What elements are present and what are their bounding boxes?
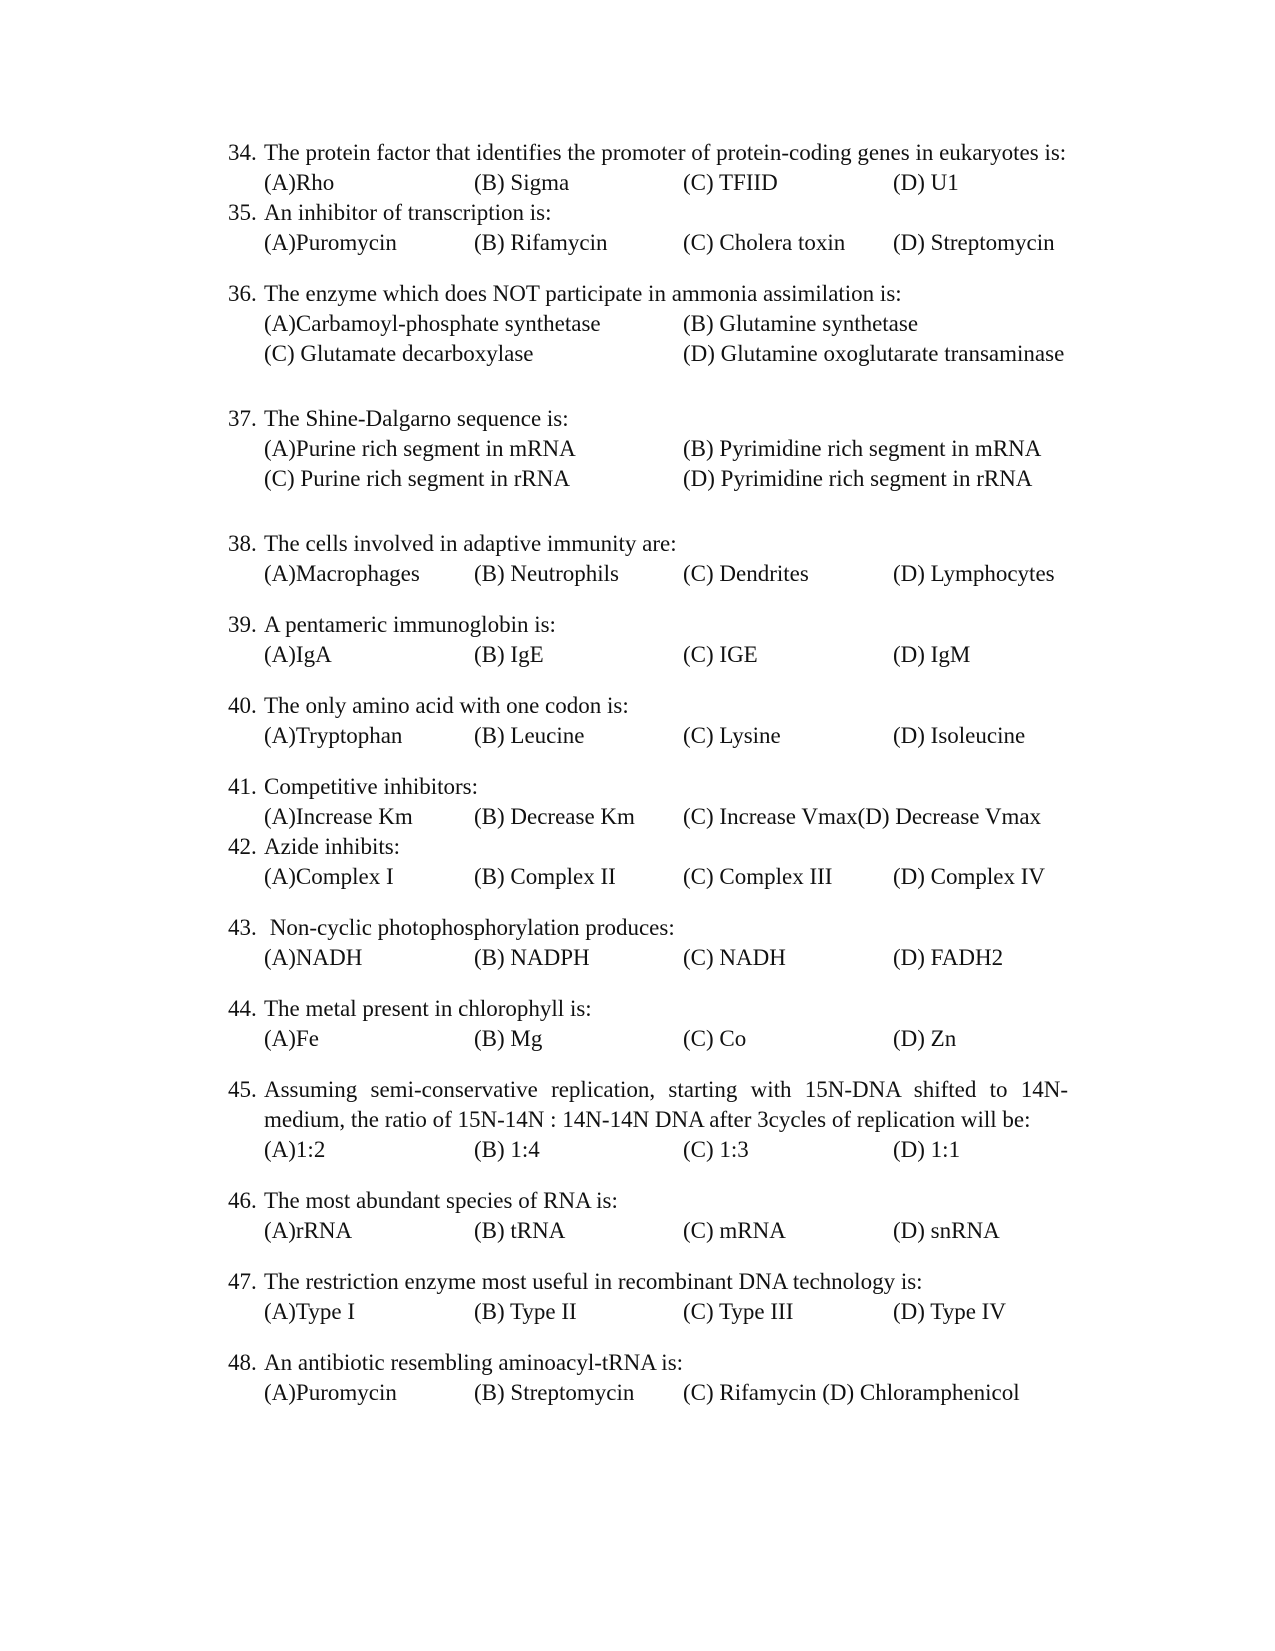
- option-c: (C) Dendrites: [683, 561, 809, 586]
- option-b: (B) Complex II: [474, 864, 616, 889]
- option-c: (C) mRNA: [683, 1218, 786, 1243]
- option-a: (A)1:2: [264, 1137, 326, 1162]
- question-47: [228, 1267, 1068, 1327]
- options-row: [264, 862, 1068, 892]
- option-b: (B) Streptomycin: [474, 1380, 635, 1405]
- question-stem: [228, 1267, 1068, 1297]
- question-48: [228, 1348, 1068, 1408]
- option-a: (A)Type I: [264, 1299, 355, 1324]
- question-text: A pentameric immunoglobin is:: [264, 612, 556, 637]
- question-number: 35.: [228, 200, 257, 225]
- question-text: Non-cyclic photophosphorylation produces:: [264, 915, 675, 940]
- question-text: Competitive inhibitors:: [264, 774, 479, 799]
- option-a: (A)Puromycin: [264, 1380, 397, 1405]
- question-stem: [228, 404, 1068, 434]
- option-b: (B) Neutrophils: [474, 561, 620, 586]
- option-d: (D) Complex IV: [893, 864, 1046, 889]
- question-41: [228, 772, 1068, 832]
- question-stem: [228, 1075, 1068, 1135]
- question-number: 40.: [228, 693, 257, 718]
- question-38: [228, 529, 1068, 589]
- options-row: [264, 1135, 1068, 1165]
- question-number: 36.: [228, 281, 257, 306]
- question-number: 46.: [228, 1188, 257, 1213]
- option-a: (A)NADH: [264, 945, 363, 970]
- question-stem: [228, 913, 1068, 943]
- option-d: (D) snRNA: [893, 1218, 1000, 1243]
- question-text: Assuming semi-conservative replication, starting with 15N-DNA shifted to 14N-medium, the ratio of 15N-14N : 14N-14N DNA after 3cycles of replication will be:: [264, 1077, 1068, 1132]
- options-row: [264, 640, 1068, 670]
- question-text: The restriction enzyme most useful in recombinant DNA technology is:: [264, 1269, 923, 1294]
- option-c: (C) Glutamate decarboxylase: [264, 341, 534, 366]
- question-number: 43.: [228, 915, 257, 940]
- option-b: (B) Rifamycin: [474, 230, 608, 255]
- question-stem: [228, 610, 1068, 640]
- option-d: (D) Glutamine oxoglutarate transaminase: [683, 341, 1065, 366]
- option-d: (D) Streptomycin: [893, 230, 1055, 255]
- option-c-d: (C) Increase Vmax(D) Decrease Vmax: [683, 804, 1042, 829]
- option-c: (C) Co: [683, 1026, 747, 1051]
- question-stem: [228, 994, 1068, 1024]
- question-number: 47.: [228, 1269, 257, 1294]
- question-stem: [228, 832, 1068, 862]
- option-a: (A)Fe: [264, 1026, 319, 1051]
- options-row: [264, 309, 1068, 339]
- options-row: [264, 1378, 1068, 1408]
- question-text: The metal present in chlorophyll is:: [264, 996, 592, 1021]
- question-45: [228, 1075, 1068, 1165]
- options-row: [264, 1024, 1068, 1054]
- option-b: (B) Decrease Km: [474, 804, 635, 829]
- option-a: (A)Tryptophan: [264, 723, 403, 748]
- question-text: Azide inhibits:: [264, 834, 401, 859]
- option-a: (A)Purine rich segment in mRNA: [264, 436, 576, 461]
- question-text: The protein factor that identifies the promoter of protein-coding genes in eukaryotes is:: [264, 140, 1067, 165]
- option-d: (D) Pyrimidine rich segment in rRNA: [683, 466, 1033, 491]
- option-a: (A)Complex I: [264, 864, 394, 889]
- option-b: (B) Type II: [474, 1299, 577, 1324]
- options-row: [264, 559, 1068, 589]
- question-stem: [228, 772, 1068, 802]
- question-number: 34.: [228, 140, 257, 165]
- options-row: [264, 1297, 1068, 1327]
- question-stem: [228, 1348, 1068, 1378]
- question-text: The only amino acid with one codon is:: [264, 693, 629, 718]
- question-stem: [228, 691, 1068, 721]
- question-text: The cells involved in adaptive immunity are:: [264, 531, 677, 556]
- options-row: [264, 943, 1068, 973]
- option-a: (A)Increase Km: [264, 804, 413, 829]
- options-row: [264, 1216, 1068, 1246]
- option-b: (B) Sigma: [474, 170, 570, 195]
- question-stem: [228, 279, 1068, 309]
- option-c: (C) Type III: [683, 1299, 794, 1324]
- option-c: (C) Complex III: [683, 864, 833, 889]
- option-a: (A)rRNA: [264, 1218, 353, 1243]
- question-36: [228, 279, 1068, 369]
- option-c: (C) Purine rich segment in rRNA: [264, 466, 570, 491]
- question-44: [228, 994, 1068, 1054]
- option-c: (C) IGE: [683, 642, 758, 667]
- question-number: 42.: [228, 834, 257, 859]
- options-row: [264, 464, 1068, 494]
- option-c-d: (C) Rifamycin (D) Chloramphenicol: [683, 1380, 1020, 1405]
- option-b: (B) Pyrimidine rich segment in mRNA: [683, 436, 1042, 461]
- question-text: The most abundant species of RNA is:: [264, 1188, 618, 1213]
- option-c: (C) NADH: [683, 945, 786, 970]
- options-row: [264, 434, 1068, 464]
- question-43: [228, 913, 1068, 973]
- option-a: (A)Rho: [264, 170, 335, 195]
- question-stem: [228, 138, 1068, 168]
- option-a: (A)Macrophages: [264, 561, 420, 586]
- option-b: (B) Leucine: [474, 723, 585, 748]
- options-row: [264, 168, 1068, 198]
- option-b: (B) 1:4: [474, 1137, 540, 1162]
- question-text: The Shine-Dalgarno sequence is:: [264, 406, 569, 431]
- question-stem: [228, 1186, 1068, 1216]
- option-d: (D) U1: [893, 170, 959, 195]
- option-d: (D) 1:1: [893, 1137, 961, 1162]
- question-stem: [228, 529, 1068, 559]
- question-number: 44.: [228, 996, 257, 1021]
- option-b: (B) NADPH: [474, 945, 590, 970]
- question-number: 45.: [228, 1077, 257, 1102]
- question-37: [228, 404, 1068, 494]
- question-number: 41.: [228, 774, 257, 799]
- option-b: (B) Glutamine synthetase: [683, 311, 919, 336]
- option-d: (D) IgM: [893, 642, 971, 667]
- option-a: (A)IgA: [264, 642, 332, 667]
- question-number: 39.: [228, 612, 257, 637]
- option-c: (C) 1:3: [683, 1137, 749, 1162]
- question-number: 38.: [228, 531, 257, 556]
- question-text: The enzyme which does NOT participate in ammonia assimilation is:: [264, 281, 902, 306]
- question-39: [228, 610, 1068, 670]
- options-row: [264, 802, 1068, 832]
- option-d: (D) Lymphocytes: [893, 561, 1055, 586]
- option-d: (D) FADH2: [893, 945, 1004, 970]
- question-40: [228, 691, 1068, 751]
- option-c: (C) Lysine: [683, 723, 781, 748]
- options-row: [264, 721, 1068, 751]
- question-text: An inhibitor of transcription is:: [264, 200, 552, 225]
- question-42: [228, 832, 1068, 892]
- option-d: (D) Type IV: [893, 1299, 1006, 1324]
- question-number: 48.: [228, 1350, 257, 1375]
- option-a: (A)Puromycin: [264, 230, 397, 255]
- option-c: (C) Cholera toxin: [683, 230, 846, 255]
- option-b: (B) Mg: [474, 1026, 543, 1051]
- options-row: [264, 228, 1068, 258]
- question-text: An antibiotic resembling aminoacyl-tRNA is:: [264, 1350, 684, 1375]
- option-d: (D) Isoleucine: [893, 723, 1026, 748]
- option-b: (B) tRNA: [474, 1218, 566, 1243]
- option-c: (C) TFIID: [683, 170, 778, 195]
- option-d: (D) Zn: [893, 1026, 957, 1051]
- question-34: [228, 138, 1068, 198]
- option-b: (B) IgE: [474, 642, 544, 667]
- question-46: [228, 1186, 1068, 1246]
- question-number: 37.: [228, 406, 257, 431]
- options-row: [264, 339, 1068, 369]
- option-a: (A)Carbamoyl-phosphate synthetase: [264, 311, 601, 336]
- question-35: [228, 198, 1068, 258]
- question-stem: [228, 198, 1068, 228]
